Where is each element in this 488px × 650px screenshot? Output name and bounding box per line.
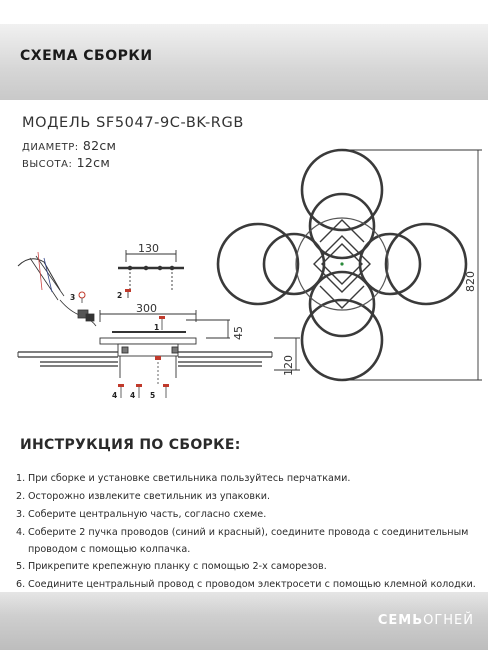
model-value: SF5047-9C-BK-RGB: [96, 115, 244, 131]
step-text: Соедините центральный провод с проводом электросети с помощью клемной колодки.: [28, 579, 476, 590]
brand-bold: СЕМЬ: [377, 613, 424, 628]
page-title: СХЕМА СБОРКИ: [20, 48, 153, 64]
instruction-step: [16, 488, 482, 506]
step-number: 6.: [16, 579, 26, 590]
instruction-step: [16, 558, 482, 576]
screw-part-1: [159, 316, 165, 330]
callout-4-right: 4: [130, 391, 136, 400]
instructions-title: ИНСТРУКЦИЯ ПО СБОРКЕ:: [20, 437, 241, 453]
instruction-step: [16, 506, 482, 524]
diameter-value: 82см: [82, 138, 117, 153]
dimension-120-label: 120: [282, 355, 295, 376]
diameter-label: ДИАМЕТР:: [22, 142, 79, 153]
callout-4-left: 4: [112, 391, 118, 400]
dimension-820-label: 820: [464, 271, 477, 292]
step-text: Соберите 2 пучка проводов (синий и красный), соедините провода с соединительным: [28, 527, 469, 538]
center-point: [340, 262, 343, 265]
wire-connector-sketch: [18, 252, 96, 326]
screws-part-4-5: [118, 356, 169, 398]
callout-5: 5: [150, 391, 156, 400]
model-label: МОДЕЛЬ: [22, 115, 91, 131]
step-text: Соберите центральную часть, согласно схеме.: [28, 509, 267, 520]
callout-1: 1: [154, 323, 160, 332]
side-view-drawing: [18, 310, 300, 378]
dimension-300-label: 300: [136, 302, 157, 315]
step-text: Осторожно извлеките светильник из упаковки.: [28, 491, 271, 502]
brand-logo: [378, 613, 474, 628]
step-number: 5.: [16, 561, 26, 572]
dimension-130-label: 130: [138, 242, 159, 255]
instructions-list: [16, 470, 482, 594]
height-value: 12см: [76, 155, 111, 170]
step-text: Прикрепите крепежную планку с помощью 2-х саморезов.: [28, 561, 327, 572]
dimension-820: [342, 150, 482, 380]
step-number: 1.: [16, 473, 26, 484]
step-number: 3.: [16, 509, 26, 520]
connector-part-3: [79, 292, 85, 303]
brand-light: ОГНЕЙ: [423, 613, 474, 628]
step-text-continued: проводом с помощью колпачка.: [28, 544, 191, 555]
step-number: 4.: [16, 527, 26, 538]
dimension-45-label: 45: [232, 326, 245, 340]
instruction-step: [16, 524, 482, 558]
screw-part-2: [125, 289, 131, 298]
mounting-plate-top-view: [118, 250, 184, 290]
step-text: При сборке и установке светильника пользуйтесь перчатками.: [28, 473, 351, 484]
step-number: 2.: [16, 491, 26, 502]
instruction-step: [16, 470, 482, 488]
callout-2: 2: [117, 291, 123, 300]
height-label: ВЫСОТА:: [22, 159, 73, 170]
callout-3: 3: [70, 293, 76, 302]
